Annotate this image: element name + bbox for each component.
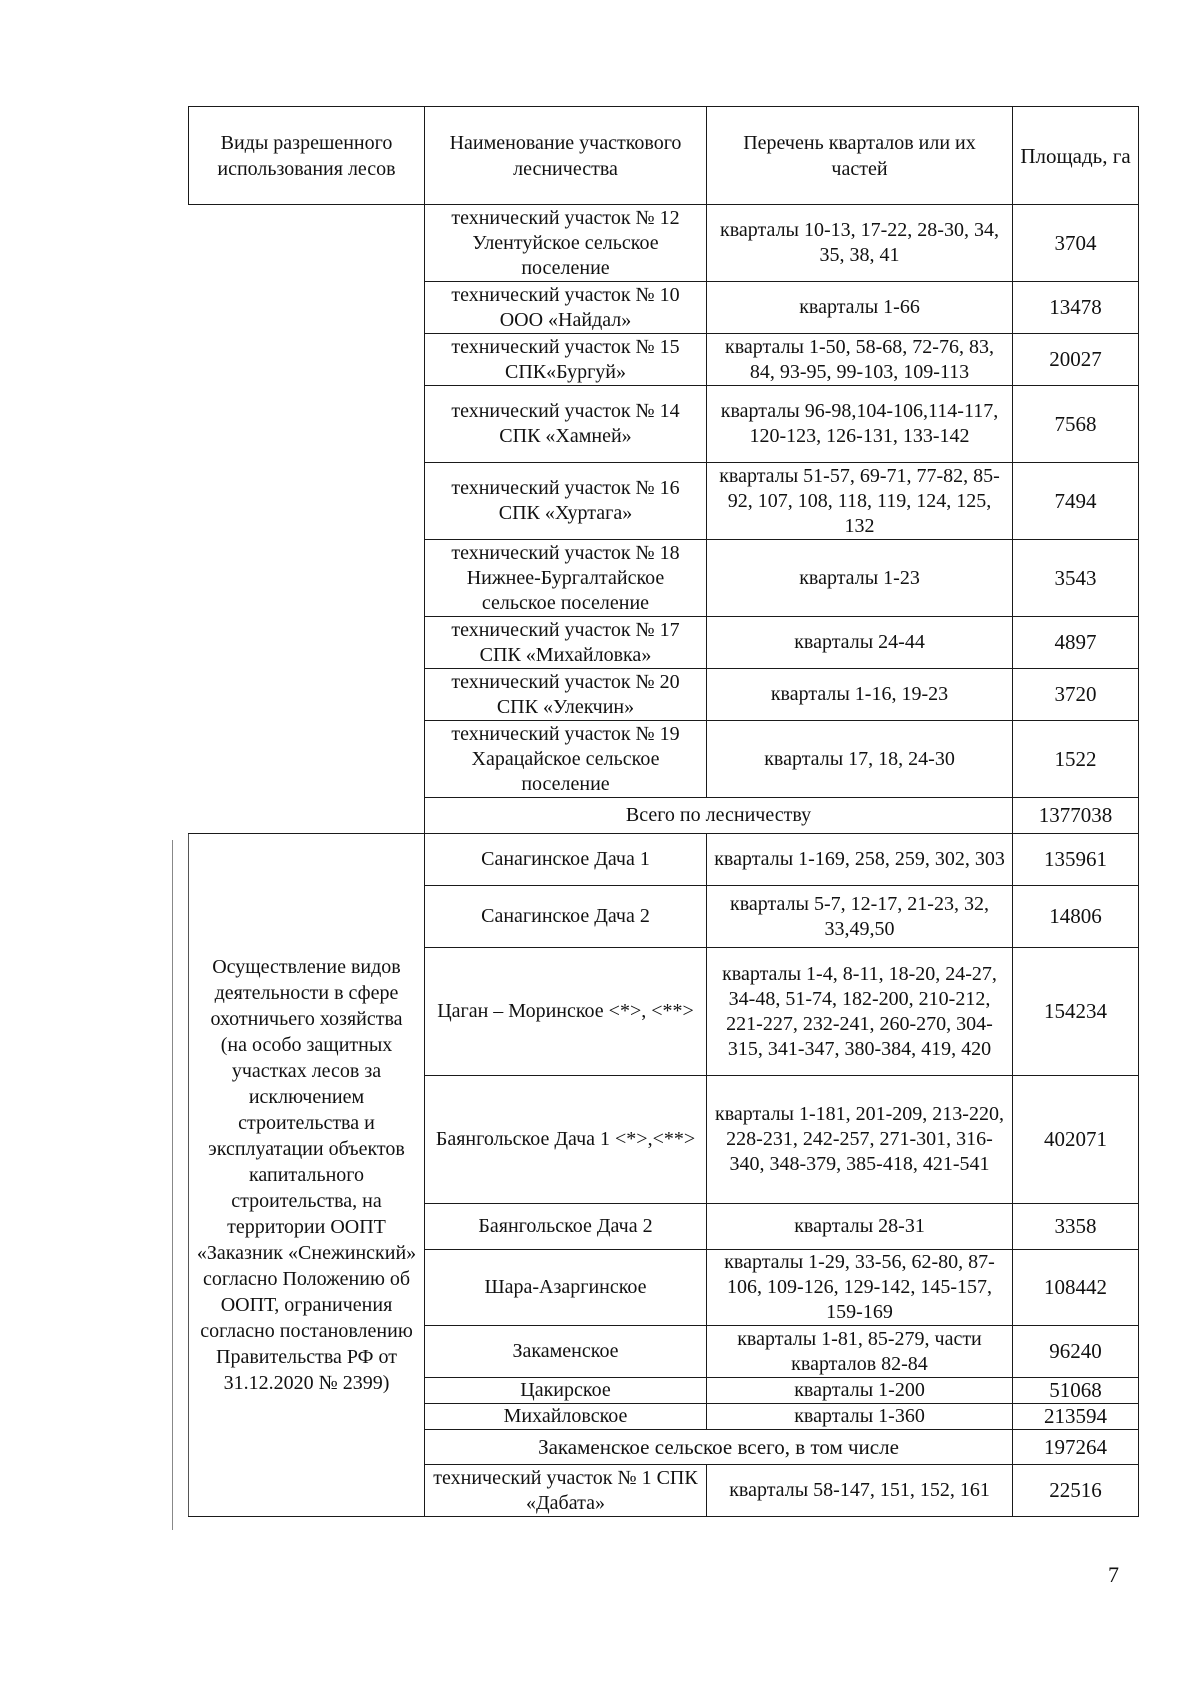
forestry-cell: Цакирское [425,1378,707,1404]
forestry-cell: технический участок № 17 СПК «Михайловка» [425,617,707,669]
area-cell: 14806 [1013,886,1139,948]
quarters-cell: кварталы 1-81, 85-279, части кварталов 82-84 [707,1326,1013,1378]
area-cell: 3704 [1013,205,1139,282]
forestry-cell: технический участок № 20 СПК «Улекчин» [425,669,707,721]
forest-use-table [188,106,1139,1517]
header-use-types: Виды разрешенного использования лесов [189,107,425,205]
forestry-cell: Михайловское [425,1404,707,1430]
quarters-cell: кварталы 1-66 [707,282,1013,334]
area-cell: 22516 [1013,1465,1139,1517]
forestry-cell: Шара-Азаргинское [425,1250,707,1326]
area-cell: 96240 [1013,1326,1139,1378]
area-cell: 135961 [1013,834,1139,886]
area-cell: 7568 [1013,386,1139,463]
forestry-cell: Баянгольское Дача 2 [425,1204,707,1250]
quarters-cell: кварталы 1-16, 19-23 [707,669,1013,721]
quarters-cell: кварталы 5-7, 12-17, 21-23, 32, 33,49,50 [707,886,1013,948]
forestry-cell: технический участок № 19 Харацайское сельское поселение [425,721,707,798]
forestry-cell: технический участок № 15 СПК«Бургуй» [425,334,707,386]
forestry-cell: технический участок № 18 Нижнее-Бургалтайское сельское поселение [425,540,707,617]
page-number: 7 [1108,1562,1119,1587]
area-cell: 108442 [1013,1250,1139,1326]
quarters-cell: кварталы 51-57, 69-71, 77-82, 85-92, 107, 108, 118, 119, 124, 125, 132 [707,463,1013,540]
area-cell: 154234 [1013,948,1139,1076]
total-area: 1377038 [1013,798,1139,834]
use-type-cell-empty [189,205,425,834]
forestry-cell: Закаменское [425,1326,707,1378]
area-cell: 51068 [1013,1378,1139,1404]
subtotal-area: 197264 [1013,1430,1139,1465]
quarters-cell: кварталы 1-169, 258, 259, 302, 303 [707,834,1013,886]
area-cell: 3720 [1013,669,1139,721]
quarters-cell: кварталы 1-23 [707,540,1013,617]
quarters-cell: кварталы 96-98,104-106,114-117, 120-123, 126-131, 133-142 [707,386,1013,463]
quarters-cell: кварталы 1-4, 8-11, 18-20, 24-27, 34-48, 51-74, 182-200, 210-212, 221-227, 232-241, 260-270, 304-315, 341-347, 380-384, 419, 420 [707,948,1013,1076]
area-cell: 7494 [1013,463,1139,540]
table-row [189,205,1139,282]
subtotal-label: Закаменское сельское всего, в том числе [425,1430,1013,1465]
forestry-cell: технический участок № 1 СПК «Дабата» [425,1465,707,1517]
total-label: Всего по лесничеству [425,798,1013,834]
table-header-row [189,107,1139,205]
quarters-cell: кварталы 1-200 [707,1378,1013,1404]
header-quarters-list: Перечень кварталов или их частей [707,107,1013,205]
use-type-hunting: Осуществление видов деятельности в сфере охотничьего хозяйства (на особо защитных участках лесов за исключением строительства и эксплуатации объектов капитального строительства, на территории ООПТ «Заказник «Снежинский» согласно Положению об ООПТ, ограничения согласно постановлению Правительства РФ от 31.12.2020 № 2399) [189,834,425,1517]
area-cell: 4897 [1013,617,1139,669]
area-cell: 13478 [1013,282,1139,334]
forestry-cell: Санагинское Дача 2 [425,886,707,948]
quarters-cell: кварталы 17, 18, 24-30 [707,721,1013,798]
quarters-cell: кварталы 1-181, 201-209, 213-220, 228-231, 242-257, 271-301, 316-340, 348-379, 385-418, 421-541 [707,1076,1013,1204]
area-cell: 3543 [1013,540,1139,617]
forestry-cell: технический участок № 12 Улентуйское сельское поселение [425,205,707,282]
area-cell: 3358 [1013,1204,1139,1250]
header-forestry-name: Наименование участкового лесничества [425,107,707,205]
quarters-cell: кварталы 1-50, 58-68, 72-76, 83, 84, 93-95, 99-103, 109-113 [707,334,1013,386]
forestry-cell: Баянгольское Дача 1 <*>,<**> [425,1076,707,1204]
table-row [189,834,1139,886]
forestry-cell: технический участок № 14 СПК «Хамней» [425,386,707,463]
quarters-cell: кварталы 1-29, 33-56, 62-80, 87-106, 109-126, 129-142, 145-157, 159-169 [707,1250,1013,1326]
area-cell: 20027 [1013,334,1139,386]
forestry-cell: Цаган – Моринское <*>, <**> [425,948,707,1076]
area-cell: 402071 [1013,1076,1139,1204]
quarters-cell: кварталы 28-31 [707,1204,1013,1250]
forestry-cell: технический участок № 16 СПК «Хуртага» [425,463,707,540]
quarters-cell: кварталы 10-13, 17-22, 28-30, 34, 35, 38, 41 [707,205,1013,282]
area-cell: 213594 [1013,1404,1139,1430]
forestry-cell: технический участок № 10 ООО «Найдал» [425,282,707,334]
quarters-cell: кварталы 1-360 [707,1404,1013,1430]
header-area: Площадь, га [1013,107,1139,205]
quarters-cell: кварталы 58-147, 151, 152, 161 [707,1465,1013,1517]
forestry-cell: Санагинское Дача 1 [425,834,707,886]
area-cell: 1522 [1013,721,1139,798]
left-margin-line [172,840,173,1530]
quarters-cell: кварталы 24-44 [707,617,1013,669]
